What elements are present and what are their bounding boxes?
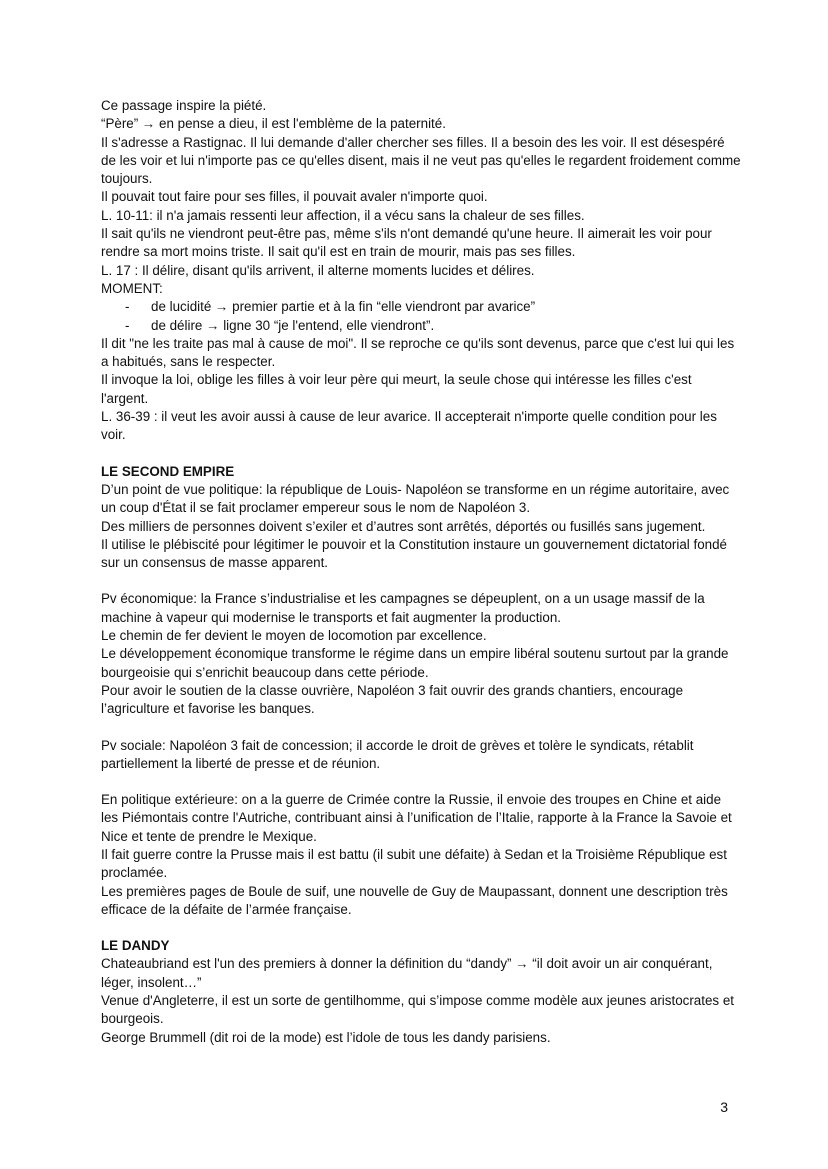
moment-label: MOMENT: <box>101 280 163 296</box>
paragraph: Venue d'Angleterre, il est un sorte de gentilhomme, qui s’impose comme modèle aux jeunes aristocrates et bourgeois. <box>101 993 734 1027</box>
paragraph: Chateaubriand est l'un des premiers à donner la définition du “dandy” → “il doit avoir un air conquérant, léger, insolent…” <box>101 956 713 990</box>
paragraph: Il utilise le plébiscité pour légitimer le pouvoir et la Constitution instaure un gouvernement dictatorial fondé sur un consensus de masse apparent. <box>101 536 727 571</box>
paragraph: Il sait qu'ils ne viendront peut-être pas, même s'ils n'ont demandé qu'une heure. Il aimerait les voir pour rendre sa mort moins triste. Il sait qu'il est en train de mourir, mais pas ses filles. <box>101 226 712 260</box>
paragraph: Le chemin de fer devient le moyen de locomotion par excellence. <box>101 628 487 644</box>
paragraph: Des milliers de personnes doivent s’exiler et d’autres sont arrêtés, déportés ou fusillés sans jugement. <box>101 518 706 534</box>
dandy-section <box>101 937 741 1047</box>
paragraph: Il invoque la loi, oblige les filles à voir leur père qui meurt, la seule chose qui intéresse les filles c'est l'argent. <box>101 372 692 406</box>
paragraph: En politique extérieure: on a la guerre de Crimée contre la Russie, il envoie des troupes en Chine et aide les Piémontais contre l'Autriche, contribuant ainsi à l’unification de l’Italie, rapporte à la France la Savoie et Nice et tente de prendre le Mexique. <box>101 792 732 844</box>
second-empire-section <box>101 463 741 920</box>
paragraph: Il dit "ne les traite pas mal à cause de moi". Il se reproche ce qu'ils sont devenus, parce que c'est lui qui les a habitués, sans le respecter. <box>101 335 735 370</box>
paragraph: Il s'adresse a Rastignac. Il lui demande d'aller chercher ses filles. Il a besoin des les voir. Il est désespéré de les voir et lui n'importe pas ce qu'elles disent, mais il ne veut pas qu'elles le regardent froidement comme toujours. <box>101 134 741 187</box>
paragraph: D’un point de vue politique: la république de Louis- Napoléon se transforme en un régime autoritaire, avec un coup d'État il se fait proclamer empereur sous le nom de Napoléon 3. <box>101 481 730 516</box>
page-number: 3 <box>720 1099 728 1115</box>
paragraph: Ce passage inspire la piété. <box>101 98 267 113</box>
intro-section <box>101 97 741 445</box>
paragraph: Pour avoir le soutien de la classe ouvrière, Napoléon 3 fait ouvrir des grands chantiers, encourage l’agriculture et favorise les banques. <box>101 682 684 717</box>
paragraph: George Brummell (dit roi de la mode) est l’idole de tous les dandy parisiens. <box>101 1029 551 1045</box>
paragraph: Pv sociale: Napoléon 3 fait de concession; il accorde le droit de grèves et tolère le syndicats, rétablit partiellement la liberté de presse et de réunion. <box>101 737 694 771</box>
paragraph: Il fait guerre contre la Prusse mais il est battu (il subit une défaite) à Sedan et la Troisième République est proclamée. <box>101 846 727 881</box>
paragraph: Pv économique: la France s’industrialise et les campagnes se dépeuplent, on a un usage massif de la machine à vapeur qui modernise le transports et fait augmenter la production. <box>101 591 705 625</box>
paragraph: L. 17 : Il délire, disant qu'ils arrivent, il alterne moments lucides et délires. <box>101 262 535 278</box>
list-item: - de lucidité → premier partie et à la fin “elle viendront par avarice” <box>125 298 741 316</box>
paragraph: L. 36-39 : il veut les avoir aussi à cause de leur avarice. Il accepterait n'importe quelle condition pour les voir. <box>101 409 717 443</box>
paragraph: “Père” → en pense a dieu, il est l'emblème de la paternité. <box>101 116 446 132</box>
paragraph: Les premières pages de Boule de suif, une nouvelle de Guy de Maupassant, donnent une description très efficace de la défaite de l’armée française. <box>101 883 728 917</box>
paragraph: L. 10-11: il n'a jamais ressenti leur affection, il a vécu sans la chaleur de ses filles. <box>101 207 585 223</box>
moment-list <box>101 298 741 335</box>
list-item: - de délire → ligne 30 “je l'entend, elle viendront”. <box>125 317 741 335</box>
paragraph: Le développement économique transforme le régime dans un empire libéral soutenu surtout par la grande bourgeoisie qui s’enrichit beaucoup dans cette période. <box>101 646 729 680</box>
document-page <box>101 97 741 1047</box>
paragraph: Il pouvait tout faire pour ses filles, il pouvait avaler n'importe quoi. <box>101 189 488 205</box>
section-heading: LE DANDY <box>101 938 170 954</box>
section-heading: LE SECOND EMPIRE <box>101 463 235 479</box>
